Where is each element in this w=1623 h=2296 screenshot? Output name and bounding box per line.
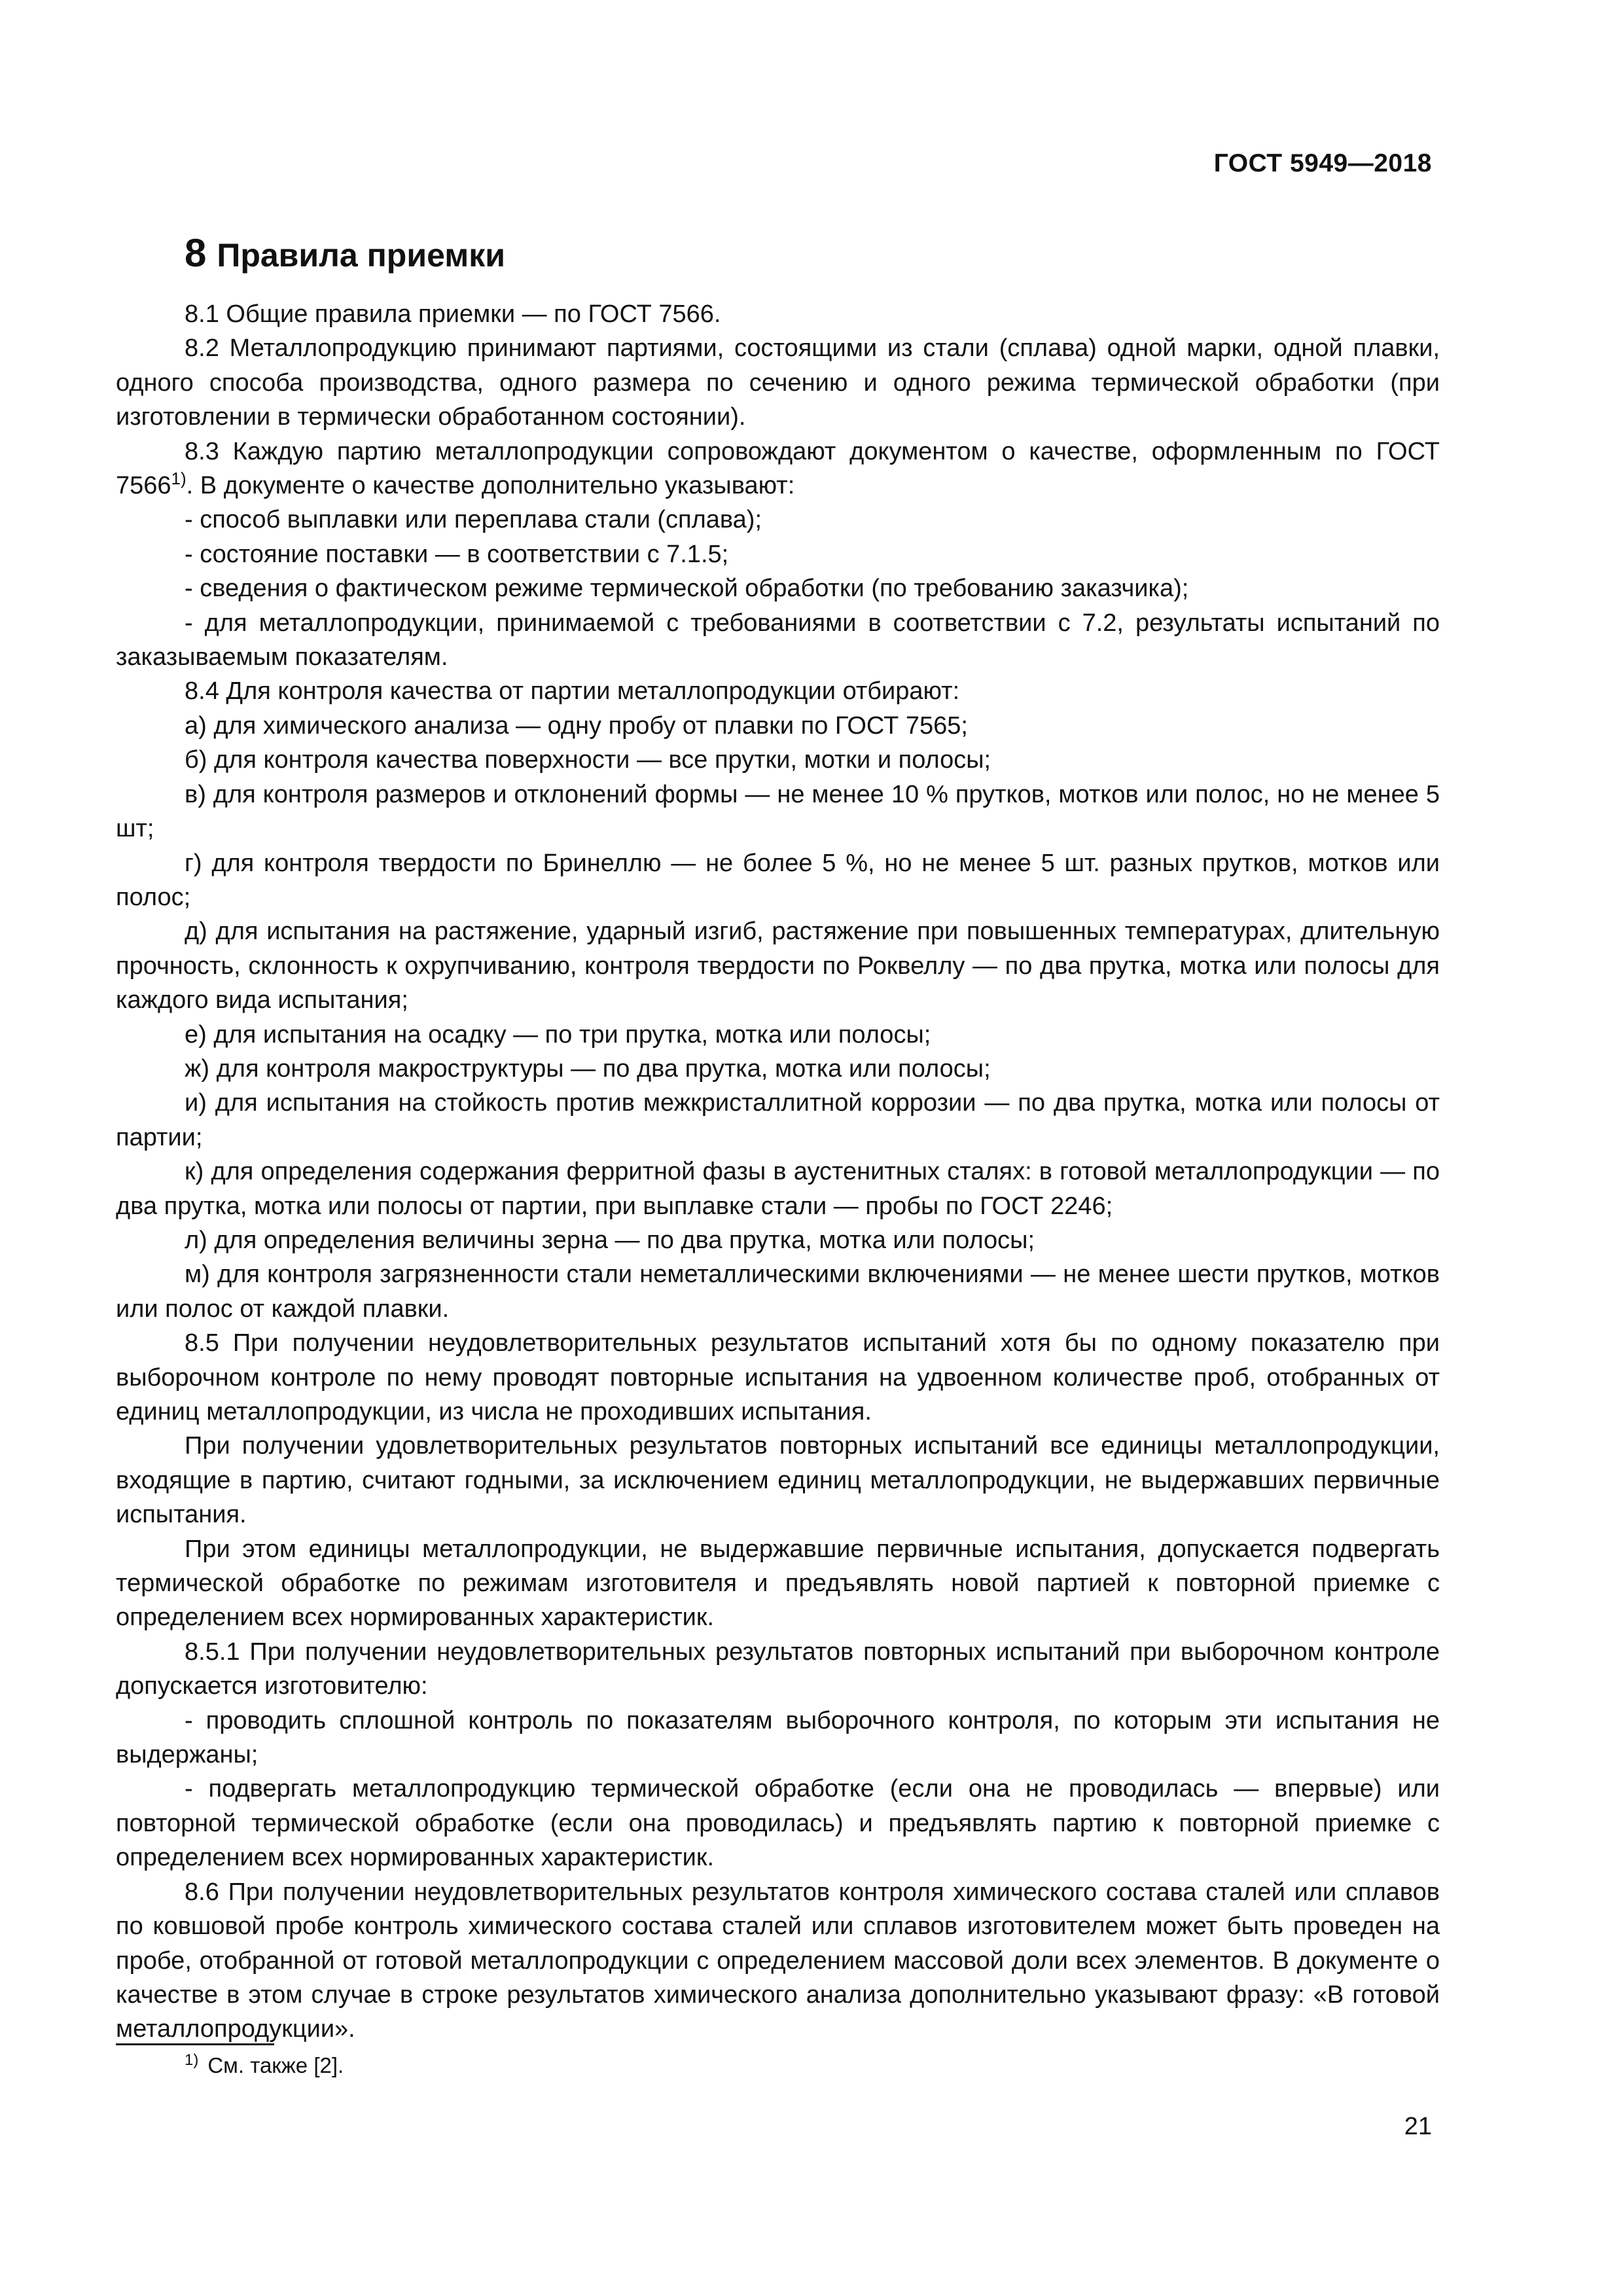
footnote-reference: 1) [171, 469, 187, 489]
list-item: а) для химического анализа — одну пробу от плавки по ГОСТ 7565; [185, 711, 968, 740]
section-heading [185, 230, 505, 276]
list-item: л) для определения величины зерна — по два прутка, мотка или полосы; [185, 1226, 1035, 1254]
section-number: 8 [185, 231, 207, 275]
paragraph-8-2: 8.2 Металлопродукцию принимают партиями, состоящими из стали (сплава) одной марки, одной плавки, одного способа производства, одного размера по сечению и одного режима термической обработки (при изготовлении в термически обработанном состоянии). [116, 334, 1440, 431]
section-body [116, 297, 1440, 2047]
list-item: б) для контроля качества поверхности — все прутки, мотки и полосы; [185, 746, 991, 774]
paragraph-8-3-text: 8.3 Каждую партию металлопродукции сопровождают документом о качестве, оформленным по ГОСТ 7566 [116, 437, 1440, 500]
list-item: г) для контроля твердости по Бринеллю — не более 5 %, но не менее 5 шт. разных прутков, мотков или полос; [116, 849, 1440, 911]
paragraph: При получении удовлетворительных результатов повторных испытаний все единицы металлопродукции, входящие в партию, считают годными, за исключением единиц металлопродукции, не выдержавших первичные испытания. [116, 1432, 1440, 1529]
list-item: - для металлопродукции, принимаемой с требованиями в соответствии с 7.2, результаты испытаний по заказываемым показателям. [116, 609, 1440, 672]
paragraph-8-5: 8.5 При получении неудовлетворительных результатов испытаний хотя бы по одному показателю при выборочном контроле по нему проводят повторные испытания на удвоенном количестве проб, отобранных от единиц металлопродукции, из числа не проходивших испытания. [116, 1329, 1440, 1426]
footnote [185, 2051, 344, 2078]
list-item: м) для контроля загрязненности стали неметаллическими включениями — не менее шести прутков, мотков или полос от каждой плавки. [116, 1261, 1440, 1323]
list-item: - подвергать металлопродукцию термической обработке (если она не проводилась — впервые) или повторной термической обработке (если она проводилась) и предъявлять партию к повторной приемке с определением всех нормированных характеристик. [116, 1775, 1440, 1872]
paragraph-8-4: 8.4 Для контроля качества от партии металлопродукции отбирают: [185, 677, 960, 706]
list-item: и) для испытания на стойкость против межкристаллитной коррозии — по два прутка, мотка или полосы от партии; [116, 1089, 1440, 1151]
document-code-header: ГОСТ 5949—2018 [1213, 149, 1432, 177]
list-item: - проводить сплошной контроль по показателям выборочного контроля, по которым эти испытания не выдержаны; [116, 1706, 1440, 1769]
list-item: - состояние поставки — в соответствии с 7.1.5; [185, 540, 729, 568]
list-item: ж) для контроля макроструктуры — по два прутка, мотка или полосы; [185, 1054, 991, 1083]
footnote-marker: 1) [185, 2051, 199, 2069]
page-number: 21 [1404, 2113, 1432, 2140]
list-item: д) для испытания на растяжение, ударный изгиб, растяжение при повышенных температурах, длительную прочность, склонность к охрупчиванию, контроля твердости по Роквеллу — по два прутка, мотка или полосы для каждого вида испытания; [116, 918, 1440, 1014]
footnote-text: См. также [2]. [207, 2053, 344, 2077]
section-title: Правила приемки [217, 237, 505, 274]
list-item: - сведения о фактическом режиме термической обработки (по требованию заказчика); [185, 575, 1189, 603]
paragraph-8-3-tail: . В документе о качестве дополнительно указывают: [186, 472, 795, 500]
paragraph: При этом единицы металлопродукции, не выдержавшие первичные испытания, допускается подвергать термической обработке по режимам изготовителя и предъявлять новой партией к повторной приемке с определением всех нормированных характеристик. [116, 1535, 1440, 1632]
footnote-separator [116, 2043, 274, 2045]
list-item: в) для контроля размеров и отклонений формы — не менее 10 % прутков, мотков или полос, но не менее 5 шт; [116, 780, 1440, 843]
list-item: - способ выплавки или переплава стали (сплава); [185, 506, 762, 534]
paragraph-8-6: 8.6 При получении неудовлетворительных результатов контроля химического состава сталей или сплавов по ковшовой пробе контроль химического состава сталей или сплавов изготовителем может быть проведен на пробе, отобранной от готовой металлопродукции с определением массовой доли всех элементов. В документе о качестве в этом случае в строке результатов химического анализа дополнительно указывают фразу: «В готовой металлопродукции». [116, 1878, 1440, 2043]
list-item: е) для испытания на осадку — по три прутка, мотка или полосы; [185, 1020, 931, 1049]
paragraph-8-5-1: 8.5.1 При получении неудовлетворительных результатов повторных испытаний при выборочном контроле допускается изготовителю: [116, 1638, 1440, 1700]
list-item: к) для определения содержания ферритной фазы в аустенитных сталях: в готовой металлопродукции — по два прутка, мотка или полосы от партии, при выплавке стали — пробы по ГОСТ 2246; [116, 1158, 1440, 1220]
paragraph-8-3 [116, 435, 1440, 503]
paragraph-8-1: 8.1 Общие правила приемки — по ГОСТ 7566. [185, 300, 721, 328]
